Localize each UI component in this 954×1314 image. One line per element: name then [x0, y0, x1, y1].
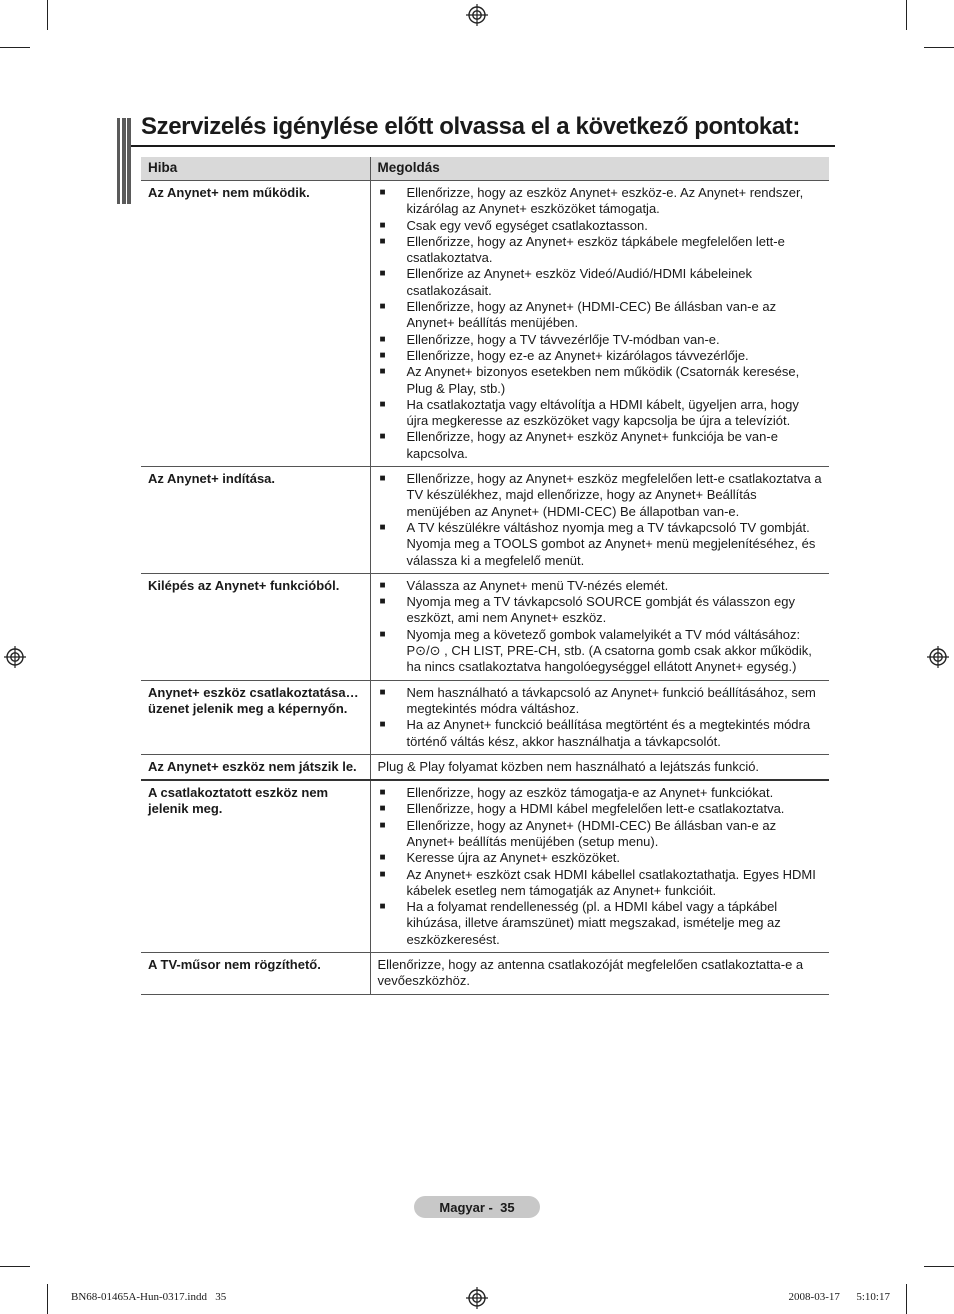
crop-mark-bottom-right-h: [924, 1266, 954, 1267]
list-item: [378, 471, 823, 520]
solution-text: ■ Nyomja meg a követező gombok valamelyikét a TV mód váltásához: P⊙/⊙ , CH LIST, PRE-CH, stb. (A csatorna gomb csak akkor működik, ha nincs csatlakoztatva hangolóegységgel ellátott Anynet+ egység.): [406, 626, 812, 675]
page-number-label: Magyar - 35: [439, 1199, 515, 1215]
list-item: [378, 299, 823, 332]
problem-cell: Az Anynet+ eszköz nem játszik le.: [141, 754, 370, 780]
imprint-file-name: BN68-01465A-Hun-0317.indd 35: [71, 1291, 227, 1303]
solution-text: ■ Ellenőrizze, hogy az Anynet+ eszköz Anynet+ funkciója be van-e kapcsolva.: [406, 429, 778, 461]
crop-mark-top-right-h: [924, 47, 954, 48]
troubleshooting-table: [141, 157, 829, 995]
title-accent-bar: [117, 118, 131, 204]
solution-text: ■ Ha csatlakoztatja vagy eltávolítja a HDMI kábelt, ügyeljen arra, hogy újra megkeresse az eszközöket vagy kapcsolja be újra a televíziót.: [406, 396, 799, 429]
list-item: [378, 332, 823, 348]
title-rule: [131, 145, 835, 147]
solution-text: ■ Válassza az Anynet+ menü TV-nézés elemét.: [406, 577, 669, 593]
list-item: [378, 899, 823, 948]
list-item: [378, 364, 823, 397]
table-row: [141, 181, 829, 467]
solution-list: [378, 185, 823, 462]
solution-text: Ellenőrizze, hogy az antenna csatlakozóját megfelelően csatlakoztatta-e a vevőeszközhöz.: [377, 957, 804, 989]
solution-text: ■ Ha a folyamat rendellenesség (pl. a HDMI kábel vagy a tápkábel kihúzása, illetve áramszünet) miatt megszakad, ismételje meg az eszközkeresést.: [406, 899, 781, 947]
problem-cell: A TV-műsor nem rögzíthető.: [141, 953, 370, 995]
registration-mark-icon: [466, 1287, 488, 1309]
list-item: [378, 627, 823, 676]
list-item: [378, 801, 823, 817]
solution-text: ■ Ellenőrizze, hogy az Anynet+ eszköz tápkábele megfelelően lett-e csatlakoztatva.: [406, 233, 785, 266]
solution-text: ■ Ellenőrizze, hogy a TV távvezérlője TV-módban van-e.: [406, 331, 720, 347]
solution-list: [378, 578, 823, 676]
solution-text: Plug & Play folyamat közben nem használható a lejátszás funkció.: [377, 758, 760, 774]
solution-text: ■ Ellenőrizze, hogy ez-e az Anynet+ kizárólagos távvezérlője.: [406, 347, 749, 363]
registration-mark-icon: [927, 646, 949, 668]
crop-mark-top-left-v: [47, 0, 48, 30]
crop-mark-bottom-left-v: [47, 1284, 48, 1314]
solution-text: ■ Ellenőrize az Anynet+ eszköz Videó/Audió/HDMI kábeleinek csatlakozásait.: [406, 266, 753, 298]
problem-cell: Anynet+ eszköz csatlakoztatása… üzenet jelenik meg a képernyőn.: [141, 680, 370, 754]
list-item: [378, 397, 823, 430]
list-item: [378, 594, 823, 627]
problem-cell: Az Anynet+ indítása.: [141, 467, 370, 574]
table-row: [141, 780, 829, 952]
solution-text: ■ Nem használható a távkapcsoló az Anynet+ funkció beállításához, sem megtekintés módra váltáshoz.: [406, 684, 816, 716]
table-row: [141, 573, 829, 680]
list-item: [378, 785, 823, 801]
table-header-row: [141, 157, 829, 181]
solution-text: ■ Az Anynet+ bizonyos esetekben nem működik (Csatornák keresése, Plug & Play, stb.): [406, 364, 800, 396]
crop-mark-top-right-v: [906, 0, 907, 30]
solution-text: ■ Csak egy vevő egységet csatlakoztasson.: [406, 217, 648, 233]
solution-list: [378, 785, 823, 948]
problem-cell: Az Anynet+ nem működik.: [141, 181, 370, 467]
page-number-badge: [414, 1196, 540, 1218]
crop-mark-bottom-left-h: [0, 1266, 30, 1267]
crop-mark-top-left-h: [0, 47, 30, 48]
table-body: [141, 181, 829, 995]
solution-list: [378, 471, 823, 569]
solution-text: ■ Ellenőrizze, hogy az Anynet+ (HDMI-CEC) Be állásban van-e az Anynet+ beállítás menüjében.: [406, 299, 777, 331]
solution-cell: [370, 780, 829, 952]
solution-cell: [370, 573, 829, 680]
solution-cell: [370, 181, 829, 467]
list-item: [378, 685, 823, 718]
solution-text: ■ Ellenőrizze, hogy az eszköz Anynet+ eszköz-e. Az Anynet+ rendszer, kizárólag az Anynet+ eszközöket támogatja.: [406, 185, 804, 217]
list-item: [378, 818, 823, 851]
table-row: [141, 467, 829, 574]
list-item: [378, 578, 823, 594]
header-problem: Hiba: [141, 157, 370, 181]
solution-list: [378, 685, 823, 750]
table-row: [141, 754, 829, 780]
solution-cell: [370, 680, 829, 754]
imprint-timestamp: 2008-03-17 5:10:17: [788, 1291, 890, 1303]
list-item: [378, 520, 823, 569]
solution-cell: [370, 754, 829, 780]
solution-text: ■ Ellenőrizze, hogy az Anynet+ (HDMI-CEC) Be állásban van-e az Anynet+ beállítás menüjében (setup menu).: [406, 817, 777, 849]
list-item: [378, 429, 823, 462]
table-row: [141, 680, 829, 754]
list-item: [378, 185, 823, 218]
problem-cell: Kilépés az Anynet+ funkcióból.: [141, 573, 370, 680]
crop-mark-bottom-right-v: [906, 1284, 907, 1314]
list-item: [378, 218, 823, 234]
page-title: Szervizelés igénylése előtt olvassa el a következő pontokat:: [141, 113, 800, 140]
registration-mark-icon: [4, 646, 26, 668]
solution-text: ■ A TV készülékre váltáshoz nyomja meg a TV távkapcsoló TV gombját. Nyomja meg a TOOLS gombot az Anynet+ menü megjelenítéséhez, és válassza ki a megfelelő menüt.: [406, 519, 816, 568]
problem-cell: A csatlakoztatott eszköz nem jelenik meg.: [141, 780, 370, 952]
solution-text: ■ Ellenőrizze, hogy a HDMI kábel megfelelően lett-e csatlakoztatva.: [406, 801, 785, 817]
solution-text: ■ Ellenőrizze, hogy az Anynet+ eszköz megfelelően lett-e csatlakoztatva a TV készülékhez, majd ellenőrizze, hogy az Anynet+ Beállítás menüjében az Anynet+ (HDMI-CEC) Be állapotban van-e.: [406, 471, 822, 519]
list-item: [378, 717, 823, 750]
solution-text: ■ Keresse újra az Anynet+ eszközöket.: [406, 850, 621, 866]
list-item: [378, 850, 823, 866]
list-item: [378, 348, 823, 364]
solution-text: ■ Ellenőrizze, hogy az eszköz támogatja-e az Anynet+ funkciókat.: [406, 785, 774, 801]
list-item: [378, 234, 823, 267]
header-solution: Megoldás: [370, 157, 829, 181]
solution-cell: [370, 467, 829, 574]
list-item: [378, 266, 823, 299]
registration-mark-icon: [466, 4, 488, 26]
solution-text: ■ Ha az Anynet+ funckció beállítása megtörtént és a megtekintés módra történő váltás kész, akkor használhatja a távkapcsolót.: [406, 717, 811, 749]
solution-text: ■ Az Anynet+ eszközt csak HDMI kábellel csatlakoztathatja. Egyes HDMI kábelek esetleg nem támogatják az Anynet+ funkcióit.: [406, 866, 816, 898]
table-row: [141, 953, 829, 995]
solution-text: ■ Nyomja meg a TV távkapcsoló SOURCE gombját és válasszon egy eszközt, ami nem Anynet+ eszköz.: [406, 594, 795, 626]
list-item: [378, 867, 823, 900]
solution-cell: [370, 953, 829, 995]
